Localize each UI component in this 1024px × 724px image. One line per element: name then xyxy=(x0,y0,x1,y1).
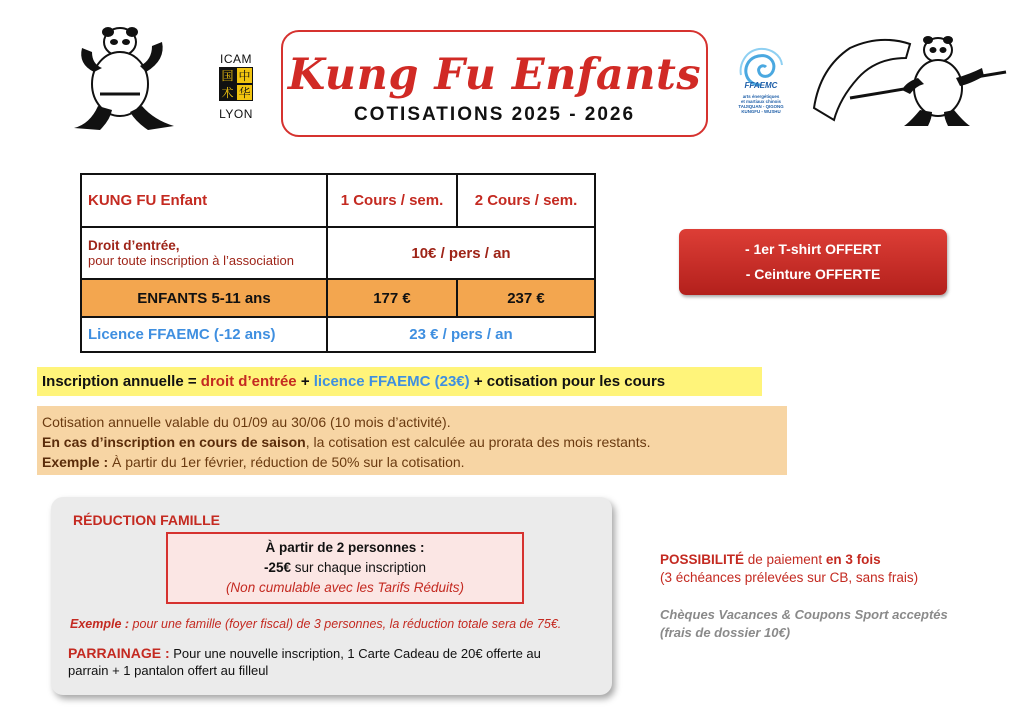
table-header-row xyxy=(81,174,595,227)
ffaemc-line: arts énergétiques xyxy=(742,94,780,99)
inscription-license: licence FFAEMC (23€) xyxy=(313,373,470,390)
cheques-line2: (frais de dossier 10€) xyxy=(660,625,791,640)
entry-label-cell xyxy=(81,227,327,279)
price-table xyxy=(80,173,596,353)
kids-price-2: 237 € xyxy=(457,279,595,317)
panda-right-icon xyxy=(810,28,1010,128)
family-example-label: Exemple : xyxy=(70,617,130,631)
header-cell-1-course: 1 Cours / sem. xyxy=(327,174,457,227)
inscription-part1: Inscription annuelle = xyxy=(42,373,201,390)
ffaemc-logo xyxy=(735,45,787,125)
license-price: 23 € / pers / an xyxy=(327,317,595,352)
table-row-kids xyxy=(81,279,595,317)
family-example-text: pour une famille (foyer fiscal) de 3 personnes, la réduction totale sera de 75€. xyxy=(129,617,562,631)
title-banner xyxy=(281,30,708,137)
info-line1: Cotisation annuelle valable du 01/09 au 30/06 (10 mois d’activité). xyxy=(42,414,451,430)
family-condition-note: (Non cumulable avec les Tarifs Réduits) xyxy=(225,580,465,595)
license-label: Licence FFAEMC (-12 ans) xyxy=(81,317,327,352)
offer-badge xyxy=(679,229,947,295)
family-reduction-box xyxy=(51,497,612,695)
family-condition-line2 xyxy=(168,558,522,578)
payment-possibility: POSSIBILITÉ xyxy=(660,552,745,567)
info-line3 xyxy=(42,452,782,472)
cheques-info xyxy=(660,606,948,642)
family-title: RÉDUCTION FAMILLE xyxy=(73,512,220,528)
inscription-plus: + xyxy=(296,373,314,390)
icam-logo xyxy=(212,52,260,121)
inscription-part5: + cotisation pour les cours xyxy=(469,373,666,390)
info-line3-bold: Exemple : xyxy=(42,454,109,470)
family-discount: -25€ xyxy=(263,560,291,575)
sponsorship-text: Pour une nouvelle inscription, 1 Carte Cadeau de 20€ offerte au parrain + 1 pantalon offert au filleul xyxy=(68,646,541,678)
entry-label: Droit d’entrée, xyxy=(88,238,180,253)
entry-sublabel: pour toute inscription à l’association xyxy=(88,253,294,268)
info-line2 xyxy=(42,432,782,452)
ffaemc-spiral-icon xyxy=(735,45,787,89)
table-row-entry xyxy=(81,227,595,279)
family-example xyxy=(70,617,561,631)
ffaemc-line: TAIJIQUAN - QIGONG xyxy=(738,104,784,109)
inscription-formula xyxy=(37,367,762,396)
ffaemc-line: et martiaux chinois xyxy=(740,99,781,104)
ffaemc-lines xyxy=(735,94,787,114)
ffaemc-logo-text: FFAEMC xyxy=(744,81,778,89)
ffaemc-line: KUNGFU - WUSHU xyxy=(741,109,781,114)
info-line3-rest: À partir du 1er février, réduction de 50% sur la cotisation. xyxy=(108,454,465,470)
payment-text: de paiement xyxy=(744,552,826,567)
page-subtitle: COTISATIONS 2025 - 2026 xyxy=(353,104,636,125)
payment-line2: (3 échéances prélevées sur CB, sans frais) xyxy=(660,570,919,585)
payment-installments: en 3 fois xyxy=(825,552,881,567)
svg-text:国: 国 xyxy=(221,69,234,83)
page-title: Kung Fu Enfants xyxy=(287,50,702,100)
table-row-license xyxy=(81,317,595,352)
info-line2-bold: En cas d’inscription en cours de saison xyxy=(42,434,306,450)
payment-line1 xyxy=(660,551,918,569)
entry-price: 10€ / pers / an xyxy=(327,227,595,279)
header-cell-2-courses: 2 Cours / sem. xyxy=(457,174,595,227)
family-condition-line1: À partir de 2 personnes : xyxy=(265,540,425,555)
inscription-entry-fee: droit d’entrée xyxy=(200,373,297,390)
sponsorship xyxy=(68,645,578,679)
icam-seal-icon xyxy=(219,67,253,101)
info-line2-rest: , la cotisation est calculée au prorata des mois restants. xyxy=(305,434,651,450)
icam-bottom-label: LYON xyxy=(219,107,253,121)
header-cell-name: KUNG FU Enfant xyxy=(81,174,327,227)
offer-tshirt: - 1er T-shirt OFFERT xyxy=(744,241,882,257)
family-discount-rest: sur chaque inscription xyxy=(290,560,427,575)
payment-info xyxy=(660,551,918,587)
offer-belt: - Ceinture OFFERTE xyxy=(745,266,881,282)
panda-left-icon xyxy=(70,24,185,134)
svg-text:华: 华 xyxy=(238,86,251,100)
cheques-line1: Chèques Vacances & Coupons Sport acceptés xyxy=(660,607,948,622)
info-box xyxy=(37,406,787,475)
svg-text:术: 术 xyxy=(221,86,234,100)
kids-price-1: 177 € xyxy=(327,279,457,317)
sponsorship-label: PARRAINAGE : xyxy=(68,645,170,661)
kids-label: ENFANTS 5-11 ans xyxy=(81,279,327,317)
icam-top-label: ICAM xyxy=(220,52,252,66)
svg-text:中: 中 xyxy=(238,69,251,83)
family-conditions xyxy=(166,532,524,604)
